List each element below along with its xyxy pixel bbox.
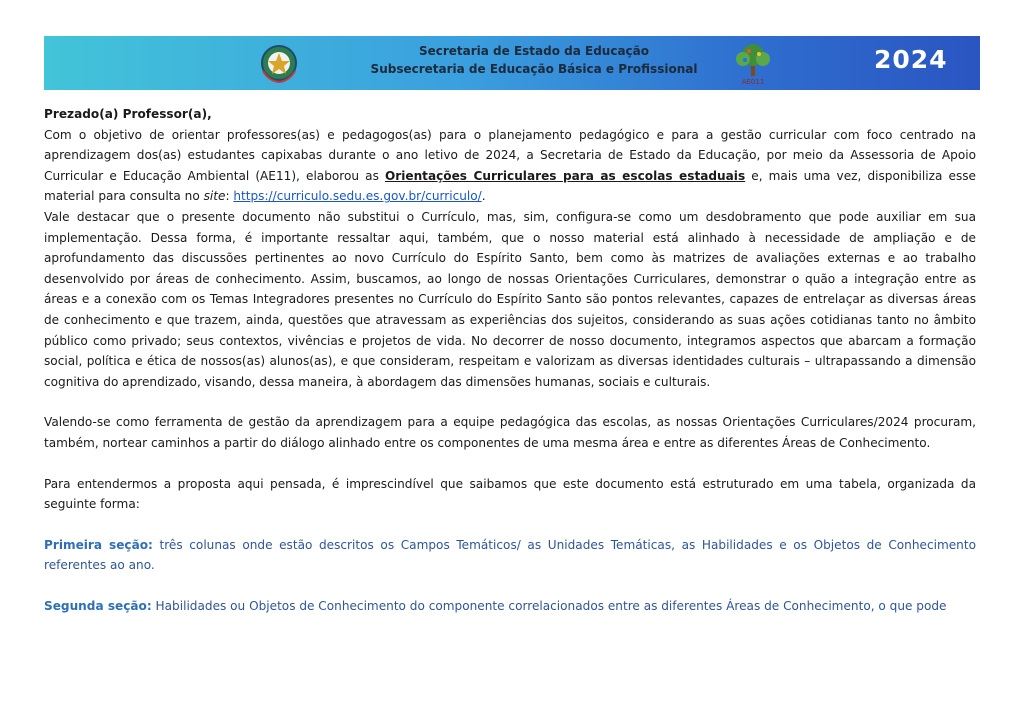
intro-end: . <box>481 189 486 204</box>
paragraph-intro <box>44 125 976 207</box>
first-section-description <box>44 535 976 576</box>
year-label: 2024 <box>874 45 948 74</box>
header-titles <box>344 42 724 78</box>
curricular-guidelines-title: Orientações Curriculares para as escolas estaduais <box>384 168 746 183</box>
paragraph-curriculum-detail: Vale destacar que o presente documento não substitui o Currículo, mas, sim, configura-se como um desdobramento que pode auxiliar em sua implementação. Dessa forma, é importante ressaltar aqui, também, que o nosso material está alinhado à necessidade de ampliação e de aprofundamento das discussões pertinentes ao novo Currículo do Espírito Santo, bem como às matrizes de avaliações externas e ao trabalho desenvolvido por áreas de conhecimento. Assim, buscamos, ao longo de nossas Orientações Curriculares, demonstrar o quão a integração entre as áreas e a conexão com os Temas Integradores presentes no Currículo do Espírito Santo são pontos relevantes, capazes de entrelaçar as diversas áreas de conhecimento e que trazem, ainda, questões que atravessam as experiências dos sujeitos, considerando as suas ações cotidianas tanto no âmbito público como privado; seus contextos, vivências e projetos de vida. No decorrer de nosso documento, integramos aspectos que abarcam a formação social, política e ética de nossos(as) alunos(as), e que consideram, respeitam e valorizam as diversas identidades culturais – ultrapassando a dimensão cognitiva do aprendizado, visando, dessa maneira, à abordagem das dimensões humanas, sociais e culturais. <box>44 209 976 389</box>
paragraph-structure: Para entendermos a proposta aqui pensada, é imprescindível que saibamos que este documento está estruturado em uma tabela, organizada da seguinte forma: <box>44 476 976 512</box>
greeting: Prezado(a) Professor(a), <box>44 107 212 121</box>
paragraph-management-tool: Valendo-se como ferramenta de gestão da aprendizagem para a equipe pedagógica das escolas, as nossas Orientações Curriculares/2024 procuram, também, nortear caminhos a partir do diálogo alinhado entre os componentes de uma mesma área e entre as diferentes Áreas de Conhecimento. <box>44 415 976 450</box>
intro-text-a: Com o objetivo de orientar professores(as) e pedagogos(as) para o planejamento pedagógico e para a gestão curricular com foco centrado na aprendizagem dos(as) estudantes capixabas durante o ano letivo de 2024, a Secretaria de Estado da Educação, por meio da Assessoria de Apoio Curricular e Educação Ambiental (AE11), elaborou as <box>44 127 976 183</box>
second-section-label: Segunda seção: <box>44 598 152 613</box>
header-banner <box>44 36 980 90</box>
second-section-text: Habilidades ou Objetos de Conhecimento do componente correlacionados entre as diferentes Áreas de Conhecimento, o que pode <box>151 598 947 613</box>
header-title-line2: Subsecretaria de Educação Básica e Profissional <box>370 62 698 76</box>
second-section-description <box>44 596 976 617</box>
first-section-text: três colunas onde estão descritos os Campos Temáticos/ as Unidades Temáticas, as Habilidades e os Objetos de Conhecimento referentes ao ano. <box>44 537 976 573</box>
state-coat-of-arms-icon <box>259 41 299 85</box>
intro-colon: : <box>225 189 234 204</box>
site-word: site <box>203 189 226 204</box>
ae11-logo-caption: AE011 <box>741 78 765 86</box>
document-body <box>44 104 976 616</box>
first-section-label: Primeira seção: <box>44 537 153 552</box>
ae11-tree-logo-icon <box>731 40 775 86</box>
intro-text-b: e, mais uma vez, disponibiliza esse material para consulta no <box>44 168 976 204</box>
curriculo-website-link[interactable]: https://curriculo.sedu.es.gov.br/curriculo/ <box>233 189 482 204</box>
header-title-line1: Secretaria de Estado da Educação <box>418 44 650 58</box>
